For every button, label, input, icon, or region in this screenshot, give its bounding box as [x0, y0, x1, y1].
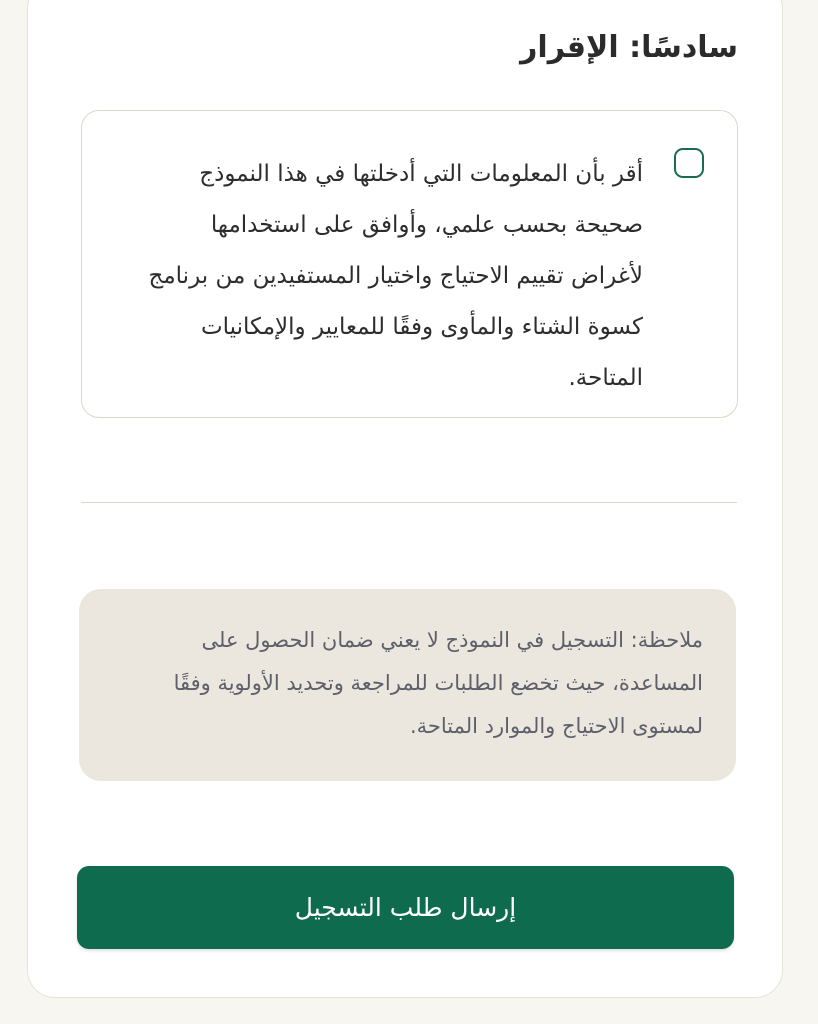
consent-checkbox[interactable]	[674, 148, 704, 178]
note-text: ملاحظة: التسجيل في النموذج لا يعني ضمان الحصول على المساعدة، حيث تخضع الطلبات للمراجعة وتحديد الأولوية وفقًا لمستوى الاحتياج والموارد المتاحة.	[173, 628, 703, 738]
section-title: سادسًا: الإقرار	[520, 30, 738, 65]
consent-box[interactable]	[81, 110, 738, 418]
divider	[81, 502, 737, 503]
note-box	[79, 589, 736, 781]
submit-button[interactable]: إرسال طلب التسجيل	[77, 866, 734, 949]
consent-text[interactable]: أقر بأن المعلومات التي أدخلتها في هذا النموذج صحيحة بحسب علمي، وأوافق على استخدامها لأغراض تقييم الاحتياج واختيار المستفيدين من برنامج كسوة الشتاء والمأوى وفقًا للمعايير والإمكانيات المتاحة.	[148, 161, 643, 391]
